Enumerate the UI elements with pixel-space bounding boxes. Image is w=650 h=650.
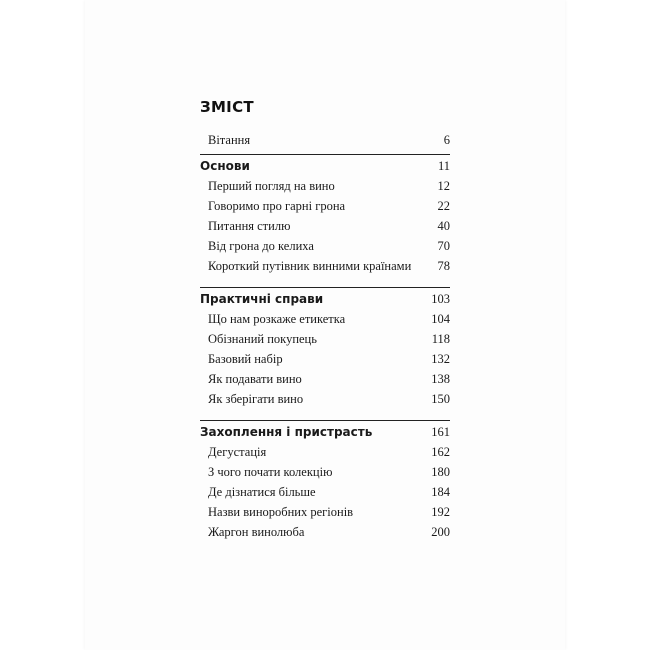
page-title: ЗМІСТ <box>200 98 254 116</box>
toc-entry[interactable] <box>0 465 650 485</box>
toc-entry-label: Як подавати вино <box>208 372 302 386</box>
toc-entry-label: Вітання <box>208 133 251 147</box>
section-divider <box>200 420 450 421</box>
toc-entry-label: З чого почати колекцію <box>208 465 333 479</box>
toc-section-title: Практичні справи <box>200 292 324 306</box>
toc-section-title: Основи <box>200 159 250 173</box>
toc-entry[interactable] <box>0 219 650 239</box>
toc-entry-page: 118 <box>431 332 450 346</box>
toc-entry-page: 200 <box>431 525 450 539</box>
toc-entry[interactable] <box>0 239 650 259</box>
toc-entry[interactable] <box>0 179 650 199</box>
section-divider <box>200 154 450 155</box>
toc-entry-label: Назви виноробних регіонів <box>208 505 354 519</box>
toc-entry[interactable] <box>0 332 650 352</box>
toc-section-page: 161 <box>431 425 450 439</box>
toc-entry-page: 40 <box>437 219 450 233</box>
toc-entry-label: Дегустація <box>208 445 267 459</box>
section-divider <box>200 287 450 288</box>
toc-entry-page: 150 <box>431 392 450 406</box>
toc-entry-page: 132 <box>431 352 450 366</box>
toc-section-page: 11 <box>437 159 450 173</box>
toc-section-page: 103 <box>431 292 450 306</box>
toc-entry-page: 12 <box>437 179 450 193</box>
toc-entry-page: 70 <box>437 239 450 253</box>
toc-section-title: Захоплення і пристрасть <box>200 425 373 439</box>
toc-entry-label: Базовий набір <box>208 352 283 366</box>
toc-entry[interactable] <box>0 445 650 465</box>
toc-entry-page: 78 <box>437 259 450 273</box>
toc-entry[interactable] <box>0 352 650 372</box>
toc-entry-label: Від грона до келиха <box>208 239 314 253</box>
toc-entry-label: Жаргон винолюба <box>208 525 305 539</box>
toc-entry-label: Перший погляд на вино <box>208 179 335 193</box>
toc-entry-page: 104 <box>431 312 450 326</box>
toc-entry-label: Питання стилю <box>208 219 291 233</box>
toc-entry-label: Обізнаний покупець <box>208 332 317 346</box>
toc-entry-label: Як зберігати вино <box>208 392 304 406</box>
toc-section-practical[interactable] <box>0 292 650 312</box>
toc-entry-label: Говоримо про гарні грона <box>208 199 346 213</box>
toc-entry-page: 180 <box>431 465 450 479</box>
toc-entry[interactable] <box>0 312 650 332</box>
toc-entry[interactable] <box>0 199 650 219</box>
toc-entry[interactable] <box>0 505 650 525</box>
toc-entry-page: 22 <box>437 199 450 213</box>
toc-entry[interactable] <box>0 525 650 545</box>
toc-entry-page: 184 <box>431 485 450 499</box>
toc-section-basics[interactable] <box>0 159 650 179</box>
toc-section-passion[interactable] <box>0 425 650 445</box>
toc-entry-page: 138 <box>431 372 450 386</box>
toc-entry-label: Що нам розкаже етикетка <box>208 312 346 326</box>
toc-entry[interactable] <box>0 485 650 505</box>
toc-entry-label: Де дізнатися більше <box>208 485 316 499</box>
toc-entry-page: 192 <box>431 505 450 519</box>
toc-entry-intro[interactable] <box>0 133 650 153</box>
toc-entry-page: 162 <box>431 445 450 459</box>
toc-entry-label: Короткий путівник винними країнами <box>208 259 412 273</box>
toc-entry[interactable] <box>0 392 650 412</box>
toc-entry[interactable] <box>0 372 650 392</box>
toc-entry[interactable] <box>0 259 650 279</box>
toc-entry-page: 6 <box>443 133 450 147</box>
